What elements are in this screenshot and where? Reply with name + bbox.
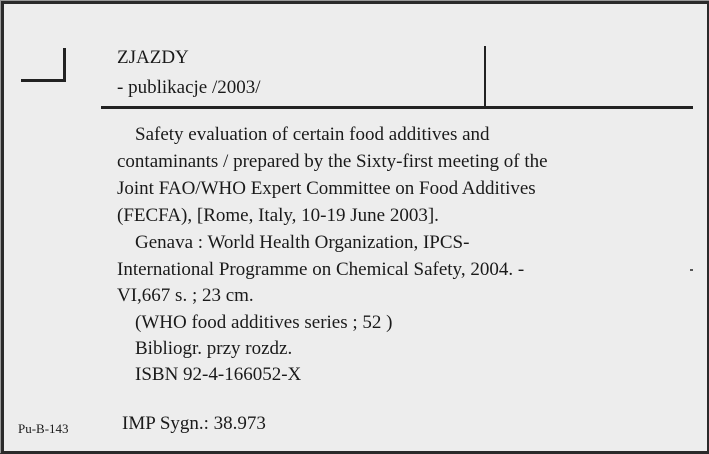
entry-line: International Programme on Chemical Safety, 2004. -: [117, 259, 525, 280]
corner-mark-horizontal: [21, 79, 66, 82]
shelf-code: Pu-B-143: [18, 421, 69, 436]
entry-line: Safety evaluation of certain food additives and: [135, 124, 490, 145]
entry-line: VI,667 s. ; 23 cm.: [117, 285, 254, 306]
entry-line: Genava : World Health Organization, IPCS-: [135, 232, 470, 253]
card-frame-top: [1, 1, 709, 4]
stray-mark: [690, 269, 693, 271]
card-subheading: - publikacje /2003/: [117, 77, 261, 98]
entry-line: (WHO food additives series ; 52 ): [135, 312, 393, 333]
call-number: IMP Sygn.: 38.973: [122, 413, 266, 434]
entry-line: (FECFA), [Rome, Italy, 10-19 June 2003].: [117, 205, 439, 226]
entry-line: ISBN 92-4-166052-X: [135, 364, 302, 385]
card-heading: ZJAZDY: [117, 47, 189, 68]
corner-mark-vertical: [63, 48, 66, 82]
header-divider-horizontal: [101, 106, 693, 109]
card-frame-left: [1, 1, 4, 454]
entry-line: Joint FAO/WHO Expert Committee on Food Additives: [117, 178, 536, 199]
entry-line: contaminants / prepared by the Sixty-first meeting of the: [117, 151, 548, 172]
header-divider-vertical: [484, 46, 486, 108]
entry-line: Bibliogr. przy rozdz.: [135, 338, 293, 359]
